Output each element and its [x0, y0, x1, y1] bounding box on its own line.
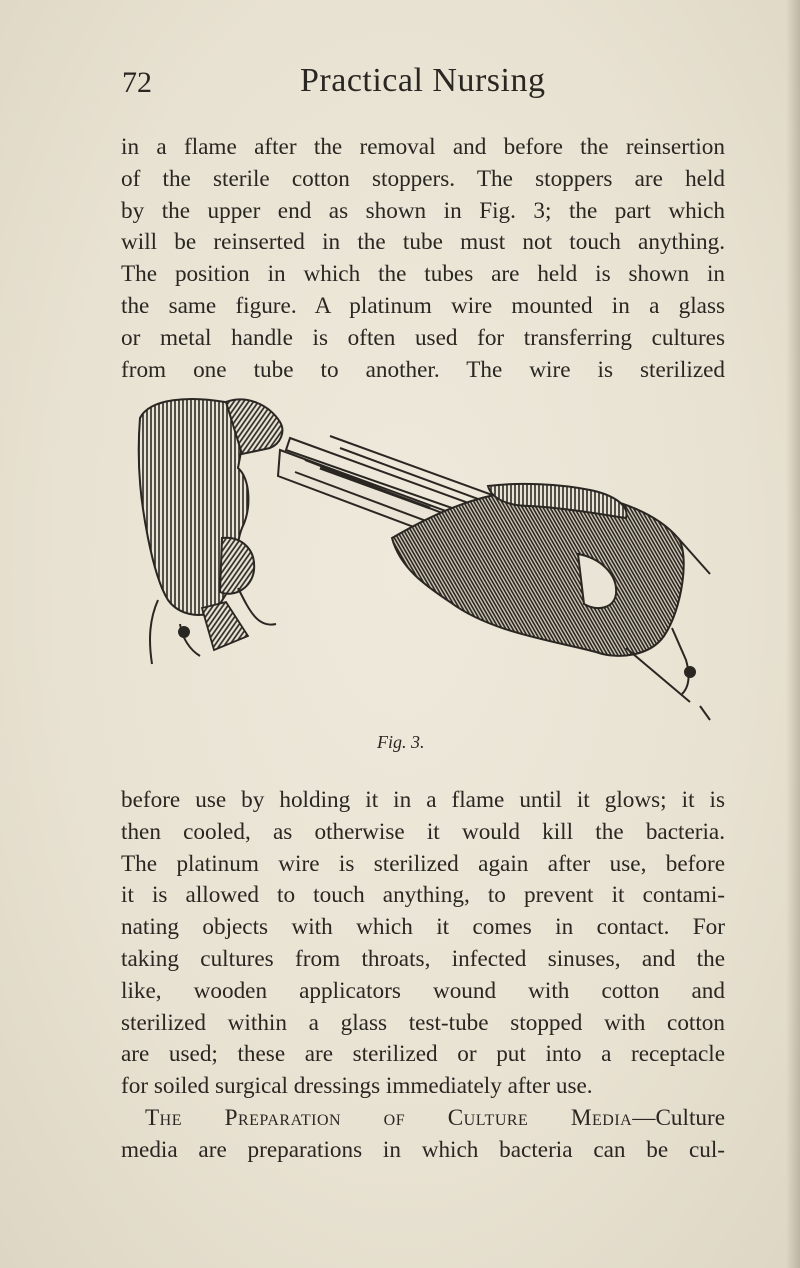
text-line: media are preparations in which bacteria can be cul- — [121, 1136, 725, 1163]
running-title: Practical Nursing — [300, 62, 546, 99]
text-line: nating objects with which it comes in contact. For — [121, 914, 725, 941]
paragraph-1 — [121, 132, 725, 386]
text-line: will be reinserted in the tube must not touch anything. — [121, 229, 725, 256]
left-hand — [139, 399, 283, 615]
text-line: are used; these are sterilized or put into a receptacle — [121, 1041, 725, 1068]
section-heading-line — [121, 1103, 725, 1135]
left-cuff-lines — [202, 602, 248, 650]
figure-hands-holding-tubes — [130, 388, 720, 724]
em-dash: — — [632, 1104, 656, 1131]
paragraph-2 — [121, 785, 725, 1167]
text-line: of the sterile cotton stoppers. The stoppers are held — [121, 165, 725, 192]
text-line: it is allowed to touch anything, to prevent it contami- — [121, 882, 725, 909]
text-line: in a flame after the removal and before the reinsertion — [121, 134, 725, 160]
right-hand — [392, 490, 684, 656]
page-number: 72 — [122, 66, 152, 99]
text-line: sterilized within a glass test-tube stopped with cotton — [121, 1009, 725, 1036]
text-line: the same figure. A platinum wire mounted in a glass — [121, 292, 725, 319]
text-line: for soiled surgical dressings immediately after use. — [121, 1073, 593, 1100]
text-line: The platinum wire is sterilized again after use, before — [121, 850, 725, 877]
text-line: or metal handle is often used for transferring cultures — [121, 324, 725, 351]
section-heading: The Preparation of Culture Media — [145, 1104, 633, 1131]
text-line: then cooled, as otherwise it would kill the bacteria. — [121, 818, 725, 845]
text-line: by the upper end as shown in Fig. 3; the part which — [121, 197, 725, 224]
text-line: taking cultures from throats, infected sinuses, and the — [121, 945, 725, 972]
page-gutter-shadow — [786, 0, 800, 1268]
figure-caption: Fig. 3. — [377, 732, 425, 752]
page-header — [122, 62, 722, 106]
text-line: The position in which the tubes are held is shown in — [121, 261, 725, 288]
text-line: like, wooden applicators wound with cotton and — [121, 977, 725, 1004]
text-line: from one tube to another. The wire is sterilized — [121, 356, 725, 383]
section-line1-rest: Culture — [655, 1104, 725, 1131]
text-line: before use by holding it in a flame until it glows; it is — [121, 787, 725, 813]
